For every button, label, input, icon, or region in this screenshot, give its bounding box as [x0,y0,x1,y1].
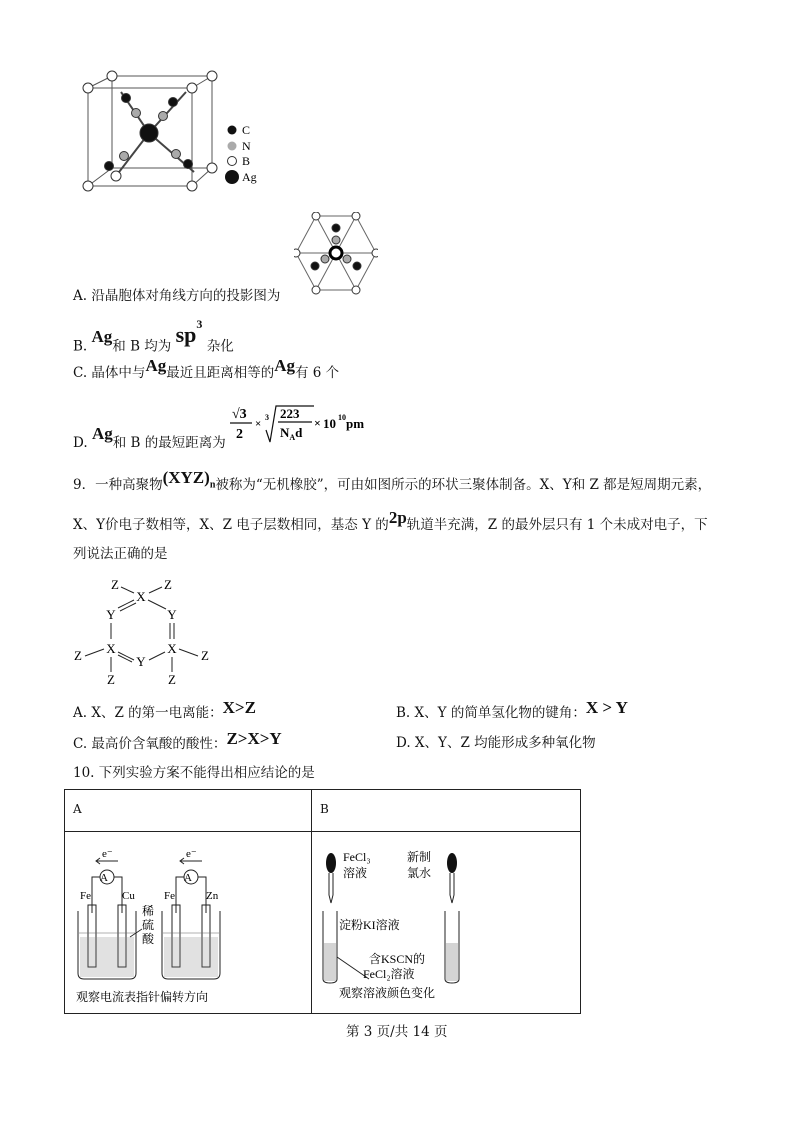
formula-exponent: 10 [338,413,346,422]
ring-y: Y [136,654,146,669]
ag-symbol: Ag [274,356,295,375]
q9-c-text: C. 最高价含氧酸的酸性： [73,736,227,752]
legend-n: N [242,139,251,153]
q9-stem-line1 [73,468,712,501]
q9-b-formula: X > Y [585,698,628,717]
kscn-label [363,952,425,981]
svg-text:硫: 硫 [142,918,155,932]
kscn-line1: 含KSCN的 [369,952,426,966]
q9-stem2-a: X、Y价电子数相等，X、Z 电子层数相同，基态 Y 的 [73,517,389,533]
ring-y: Y [167,607,177,622]
color-test-figure [313,833,579,1009]
table-header-b: B [312,790,581,832]
electrode-cu: Cu [122,890,135,902]
formula-unit: pm [346,416,365,431]
two-p-orbital: 2p [388,508,407,527]
electrode-zn: Zn [206,890,219,902]
q9-option-d: D. X、Y、Z 均能形成多种氧化物 [396,735,596,751]
electron-label-2: e⁻ [186,848,197,860]
page-footer: 第 3 页/共 14 页 [346,1024,448,1040]
chlorine-line2: 氯水 [407,866,432,880]
q8-b-prefix: B. [73,338,92,355]
cell-a-caption: 观察电流表指针偏转方向 [76,990,209,1004]
q8-option-d [73,424,226,453]
ring-z: Z [201,648,209,663]
fecl3-label [343,850,371,880]
ammeter-2: A [184,872,192,884]
cell-experiment-a [65,832,312,1014]
ag-symbol: Ag [91,424,113,443]
q9-stem1-a: 9．一种高聚物 [73,477,163,493]
table-header-a: A [65,790,312,832]
q9-option-c [73,729,282,754]
projection-figure [294,212,378,296]
acid-label [142,903,155,946]
formula-two: 2 [236,427,243,442]
q9-option-a [73,698,256,723]
svg-text:稀: 稀 [142,904,155,918]
formula-sqrt3: √3 [232,407,247,422]
q9-a-text: A. X、Z 的第一电离能： [73,705,223,721]
electrode-fe-2: Fe [164,890,175,902]
q9-stem1-b: 被称为“无机橡胶”，可由如图所示的环状三聚体制备。X、Y和 Z 都是短周期元素， [215,477,712,493]
ag-symbol: Ag [145,356,167,375]
formula-ten: 10 [323,416,336,431]
electron-label-1: e⁻ [102,848,113,860]
q8-d-prefix: D. [73,435,92,451]
xyz-base: (XYZ) [162,468,210,487]
ring-z: Z [107,672,115,687]
cell-b-caption: 观察溶液颜色变化 [339,986,436,1000]
formula-numerator: 223 [280,406,300,421]
legend-ag: Ag [242,170,257,184]
q8-b-suffix: 杂化 [206,338,234,355]
q8-option-c [73,356,340,383]
ammeter-1: A [100,872,108,884]
legend-b: B [242,154,251,168]
ring-z: Z [111,577,119,592]
ring-y: Y [106,607,116,622]
q9-stem2-b: 轨道半充满，Z 的最外层只有 1 个未成对电子，下 [406,517,708,533]
ring-z: Z [74,648,82,663]
formula-times: × [255,418,262,430]
electrode-fe-1: Fe [80,890,91,902]
sp-superscript: 3 [196,317,203,331]
q9-b-text: B. X、Y 的简单氢化物的键角： [396,705,586,721]
ring-x: X [136,589,146,604]
q10-experiment-table [64,789,581,1014]
ring-x: X [167,641,177,656]
q9-stem-line2 [73,508,708,535]
xyz-formula [162,468,216,491]
fecl3-line1: FeCl₃ [343,850,371,864]
chlorine-line1: 新制 [407,850,432,864]
q9-a-formula: X>Z [222,698,256,717]
svg-text:酸: 酸 [142,932,155,946]
kscn-line2: FeCl₂溶液 [363,967,415,981]
q8-c-prefix: C. 晶体中与 [73,365,146,381]
formula-denominator: $N_Ad$ [280,425,303,442]
distance-formula [228,402,378,452]
ki-solution-label: 淀粉KI溶液 [339,918,400,932]
q8-d-mid: 和 B 的最短距离为 [112,435,226,451]
ring-x: X [106,641,116,656]
ring-z: Z [164,577,172,592]
q10-stem: 10. 下列实验方案不能得出相应结论的是 [73,765,315,781]
chlorine-water-label [407,849,431,880]
q9-option-b [396,698,628,723]
q9-c-formula: Z>X>Y [226,729,282,748]
q9-stem-line3: 列说法正确的是 [73,546,168,562]
sp-base: sp [175,322,197,348]
formula-root-index: 3 [265,413,269,422]
q8-c-mid: 最近且距离相等的 [166,365,275,381]
crystal-cell-figure [76,68,266,196]
q8-c-suffix: 有 6 个 [295,365,340,381]
formula-times-2: × [314,416,321,430]
legend-c: C [242,123,251,137]
ag-symbol: Ag [91,327,113,347]
sp-symbol [175,317,203,348]
q8-option-b [73,317,234,356]
fecl3-line2: 溶液 [343,866,368,880]
q8-option-a: A. 沿晶胞体对角线方向的投影图为 [73,288,281,304]
galvanic-cell-figure [66,833,310,1009]
ring-trimer-structure [70,574,220,688]
cell-experiment-b [312,832,581,1014]
q8-b-mid: 和 B 均为 [112,338,172,355]
ring-z: Z [168,672,176,687]
xyz-subscript: n [209,479,216,491]
